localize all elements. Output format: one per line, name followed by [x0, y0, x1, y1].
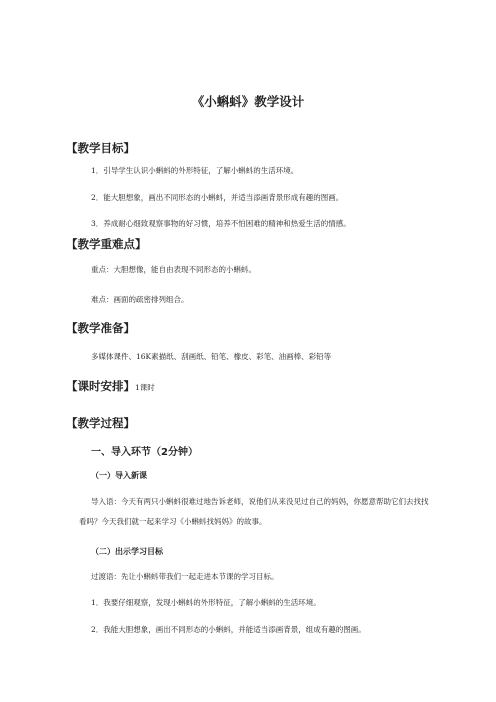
key-point-item-1: 重点：大胆想像，能自由表现不同形态的小蝌蚪。: [91, 265, 256, 274]
heading-key-points: 【教学重难点】: [66, 237, 147, 251]
process-sub1-heading: （一）导入新课: [91, 471, 147, 480]
process-sub1-text: 导入语：今天有两只小蝌蚪很难过地告诉老师，说他们从来没见过自己的妈妈，你愿意帮助它们去找找看吗？今天我们就一起来学习《小蝌蚪找妈妈》的故事。: [79, 497, 429, 526]
process-sub2-item-2: 2．我能大胆想象，画出不同形态的小蝌蚪，并能适当添画背景，组成有趣的图画。: [91, 625, 366, 634]
process-part1-heading: 一、导入环节（2分钟）: [91, 447, 198, 458]
schedule-heading-label: 【课时安排】: [66, 379, 135, 393]
goal-item-1: 1．引导学生认识小蝌蚪的外形特征，了解小蝌蚪的生活环境。: [91, 166, 299, 175]
heading-teaching-goals: 【教学目标】: [66, 141, 135, 155]
goal-item-2: 2．能大胆想象，画出不同形态的小蝌蚪，并适当添画背景形成有趣的图画。: [91, 193, 344, 202]
goal-item-3: 3．养成耐心细致观察事物的好习惯，培养不怕困难的精神和热爱生活的情感。: [91, 219, 351, 228]
heading-preparation: 【教学准备】: [66, 321, 135, 335]
schedule-value: 1课时: [135, 383, 155, 392]
process-sub2-item-1: 1．我要仔细观察，发现小蝌蚪的外形特征，了解小蝌蚪的生活环境。: [91, 598, 321, 607]
heading-schedule: [66, 378, 155, 394]
process-sub2-heading: （二）出示学习目标: [91, 547, 163, 556]
key-point-item-2: 难点：画面的疏密排列组合。: [91, 295, 189, 304]
process-sub2-transition: 过渡语：先让小蝌蚪带我们一起走进本节课的学习目标。: [91, 572, 279, 581]
preparation-item-1: 多媒体课件、16K素描纸、刮画纸、铅笔、橡皮、彩笔、油画棒、彩铅等: [91, 352, 332, 361]
heading-teaching-process: 【教学过程】: [66, 416, 135, 430]
document-title: 《小蝌蚪》教学设计: [191, 94, 305, 109]
